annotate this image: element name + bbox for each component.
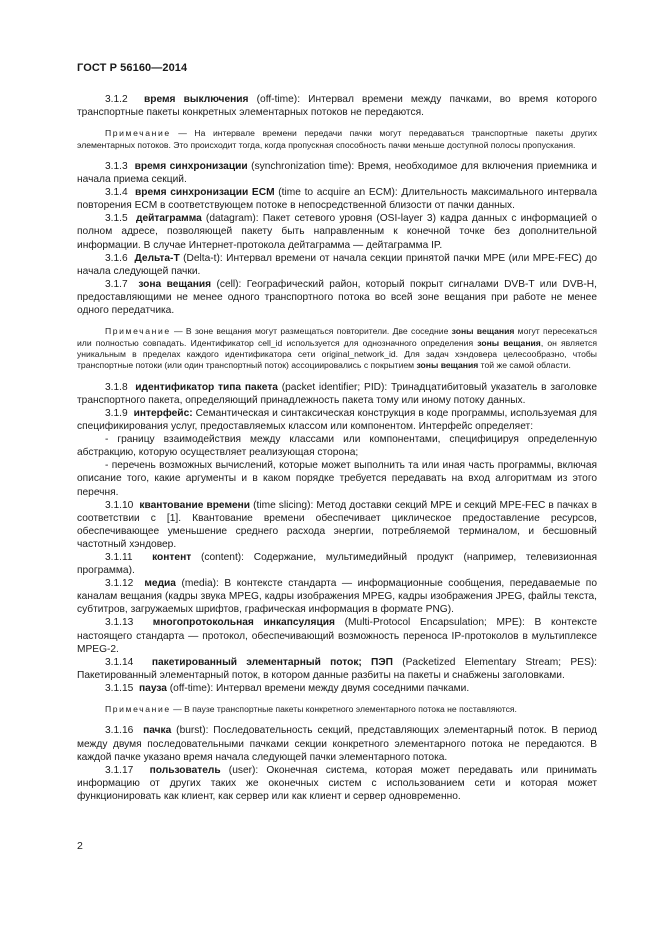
term-3-1-9: 3.1.9 интерфейс: Семантическая и синтаксическая конструкция в коде программы, используемая для спецификирования услуг, предоставляемых классом или компонентом. Интерфейс определяет: (77, 407, 597, 433)
note-3: Примечание — В паузе транспортные пакеты конкретного элементарного потока не поставляются. (105, 704, 517, 714)
term-3-1-6: 3.1.6 Дельта-T (Delta-t): Интервал времени от начала секции принятой пачки MPE (или MPE-FEC) до начала следующей пачки. (77, 252, 597, 277)
term-3-1-2: 3.1.2 время выключения (off-time): Интервал времени между пачками, во время которого транспортные пакеты конкретных элементарных потоков не передаются. (77, 94, 597, 119)
term-3-1-5: 3.1.5 дейтаграмма (datagram): Пакет сетевого уровня (OSI-layer 3) кадра данных с информацией о полном адресе, позволяющей пакету быть направленным к конечной точке без дополнительной информации. В случае Интернет-протокола дейтаграмма — дейтаграмма IP. (77, 213, 597, 251)
term-3-1-9-item-b: - перечень возможных вычислений, которые может выполнить та или иная часть программы, включая описание того, какие аргументы и в каком порядке требуется передавать на вход алгоритмам из этого перечня. (77, 460, 597, 498)
term-3-1-10: 3.1.10 квантование времени (time slicing): Метод доставки секций MPE и секций MPE-FEC в пачках в соответствии с [1]. Квантование времени обеспечивает циклическое предоставление ресурсов, обеспечивающее уменьшение среднего расхода энергии, потребляемой терминалом, и бесшовный частотный хэндовер. (77, 499, 597, 550)
document-header: ГОСТ Р 56160—2014 (77, 62, 188, 74)
term-3-1-4: 3.1.4 время синхронизации ECM (time to acquire an ECM): Длительность максимального интервала повторения ECM в соответствующем потоке в непосредственной близости от пачки данных. (77, 187, 597, 212)
term-3-1-17: 3.1.17 пользователь (user): Оконечная система, которая может передавать или принимать информацию от других таких же оконечных систем с использованием сети и которая может функционировать как клиент, как сервер или как клиент и сервер одновременно. (77, 764, 597, 802)
note-1: Примечание — На интервале времени передачи пачки могут передаваться транспортные пакеты других элементарных потоков. Это происходит тогда, когда пропускная способность пачки меньше доступной полосы пропускания. (77, 128, 597, 150)
term-3-1-12: 3.1.12 медиа (media): В контексте стандарта — информационные сообщения, передаваемые по каналам вещания (кадры звука MPEG, кадры изображения MPEG, кадры изображения JPEG, файлы текста, субтитров, загружаемых шрифтов, графическая информация в формате PNG). (77, 578, 597, 616)
term-3-1-15: 3.1.15 пауза (off-time): Интервал времени между двумя соседними пачками. (105, 682, 470, 694)
term-3-1-16: 3.1.16 пачка (burst): Последовательность секций, представляющих элементарный поток. В период между двумя последовательными пачками секции конкретного элементарного потока не передаются. В каждой пачке указано время начала следующей пачки элементарного потока. (77, 725, 597, 763)
term-3-1-8: 3.1.8 идентификатор типа пакета (packet identifier; PID): Тринадцатибитовый указатель в заголовке транспортного пакета, определяющий принадлежность пакета тому или иному потоку данных. (77, 381, 597, 406)
term-3-1-9-item-a: - границу взаимодействия между классами или компонентами, специфицируя определенную абстракцию, которую осуществляет реализующая сторона; (77, 434, 597, 459)
term-3-1-7: 3.1.7 зона вещания (cell): Географический район, который покрыт сигналами DVB-T или DVB-H, предоставляющими не менее одного транспортного потока во всей зоне вещания при работе не менее одного передатчика. (77, 278, 597, 317)
term-3-1-3: 3.1.3 время синхронизации (synchronization time): Время, необходимое для включения приемника и начала приема секций. (77, 161, 597, 186)
page-number: 2 (77, 840, 83, 852)
note-2: Примечание — В зоне вещания могут размещаться повторители. Две соседние зоны вещания могут пересекаться или полностью совпадать. Идентификатор cell_id используется для однозначного определения зоны вещания, он является уникальным в пределах каждого идентификатора сети original_network_id. Для задач хэндовера целесообразно, чтобы транспортные потоки (или один транспортный поток) ассоциировались с покрытием зоны вещания той же самой области. (77, 326, 598, 371)
document-body (77, 93, 597, 803)
term-3-1-14: 3.1.14 пакетированный элементарный поток; ПЭП (Packetized Elementary Stream; PES): Пакетированный элементарный поток, в котором данные разбиты на пакеты и снабжены заголовками. (77, 656, 597, 681)
term-3-1-13: 3.1.13 многопротокольная инкапсуляция (Multi-Protocol Encapsulation; MPE): В контексте настоящего стандарта — протокол, обеспечивающий возможность переноса IP-протоколов в мультиплексе MPEG-2. (77, 617, 597, 655)
term-3-1-11: 3.1.11 контент (content): Содержание, мультимедийный продукт (например, телевизионная программа). (77, 551, 597, 577)
